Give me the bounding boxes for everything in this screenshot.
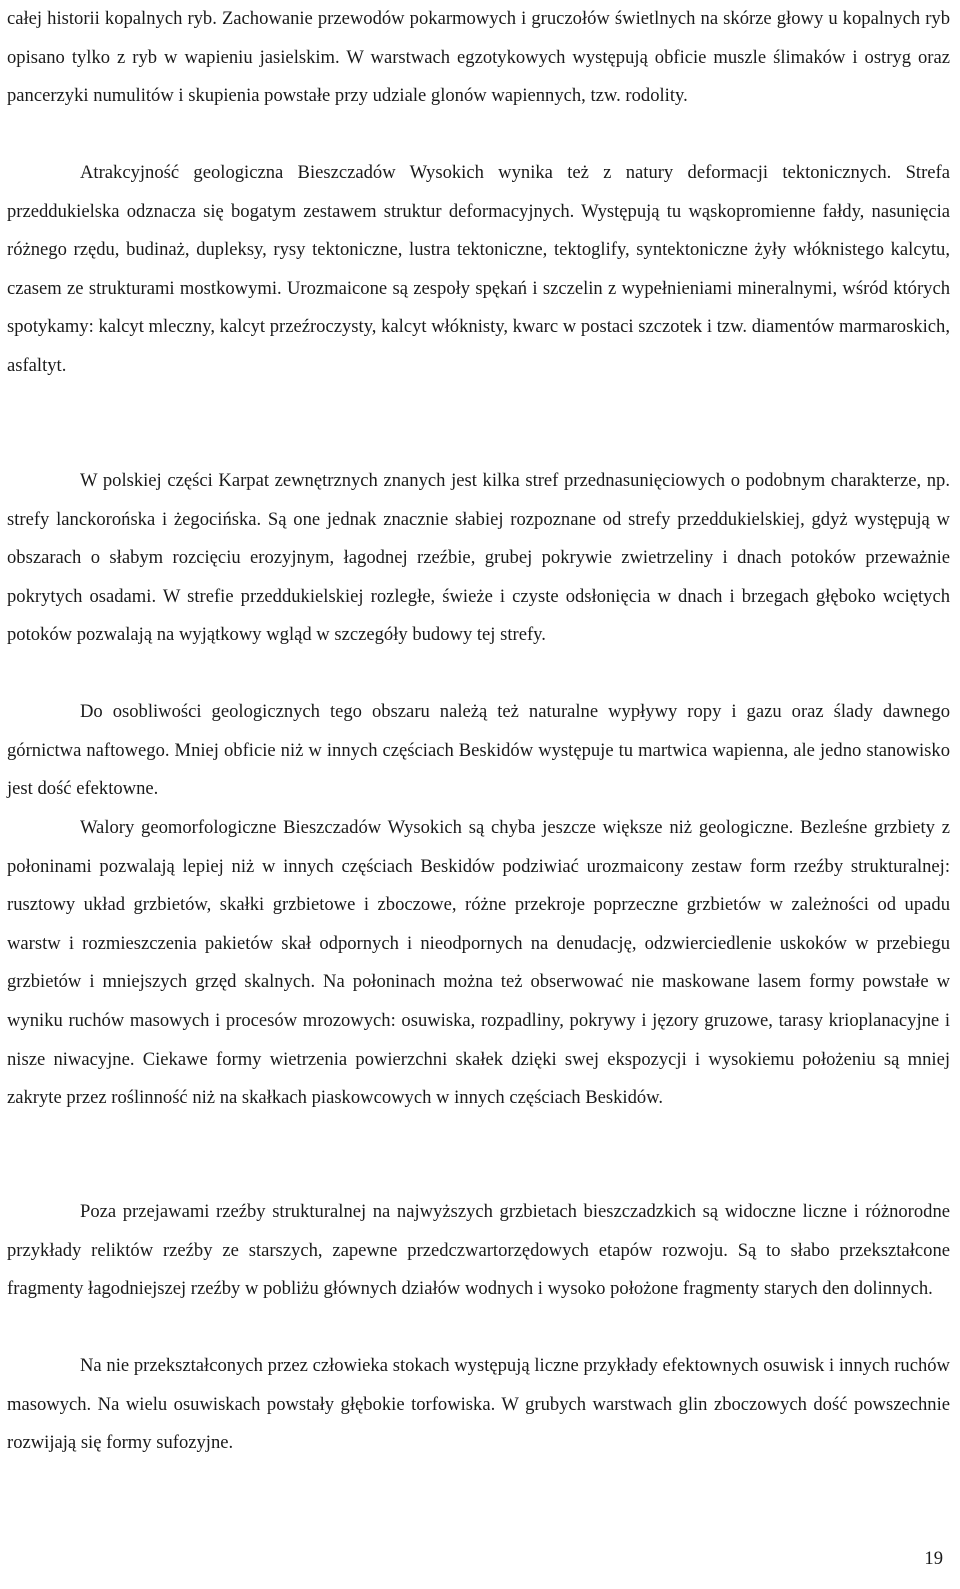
paragraph-4: Do osobliwości geologicznych tego obszaru należą też naturalne wypływy ropy i gazu oraz ślady dawnego górnictwa naftowego. Mniej obficie niż w innych częściach Beskidów występuje tu martwica wapienna, ale jedno stanowisko jest dość efektowne. — [7, 701, 950, 800]
page-number: 19 — [924, 1548, 943, 1569]
paragraph-2: Atrakcyjność geologiczna Bieszczadów Wysokich wynika też z natury deformacji tektonicznych. Strefa przeddukielska odznacza się bogatym zestawem struktur deformacyjnych. Występują tu wąskopromienne fałdy, nasunięcia różnego rzędu, budinaż, dupleksy, rysy tektoniczne, lustra tektoniczne, tektoglify, syntektoniczne żyły włóknistego kalcytu, czasem ze strukturami mostkowymi. Urozmaicone są zespoły spękań i szczelin z wypełnieniami mineralnymi, wśród których spotykamy: kalcyt mleczny, kalcyt przeźroczysty, kalcyt włóknisty, kwarc w postaci szczotek i tzw. diamentów marmaroskich, asfaltyt. — [7, 162, 950, 376]
paragraph-1-continued: całej historii kopalnych ryb. Zachowanie przewodów pokarmowych i gruczołów świetlnych na skórze głowy u kopalnych ryb opisano tylko z ryb w wapieniu jasielskim. W warstwach egzotykowych występują obficie muszle ślimaków i ostryg oraz pancerzyki numulitów i skupienia powstałe przy udziale glonów wapiennych, tzw. rodolity. — [7, 8, 950, 107]
paragraph-6: Poza przejawami rzeźby strukturalnej na najwyższych grzbietach bieszczadzkich są widoczne liczne i różnorodne przykłady reliktów rzeźby ze starszych, zapewne przedczwartorzędowych etapów rozwoju. Są to słabo przekształcone fragmenty łagodniejszej rzeźby w pobliżu głównych działów wodnych i wysoko położone fragmenty starych den dolinnych. — [7, 1201, 950, 1300]
paragraph-3: W polskiej części Karpat zewnętrznych znanych jest kilka stref przednasunięciowych o podobnym charakterze, np. strefy lanckorońska i żegocińska. Są one jednak znacznie słabiej rozpoznane od strefy przeddukielskiej, gdyż występują w obszarach o słabym rozcięciu erozyjnym, łagodnej rzeźbie, grubej pokrywie zwietrzeliny i dnach potoków przeważnie pokrytych osadami. W strefie przeddukielskiej rozległe, świeże i czyste odsłonięcia w dnach i brzegach głęboko wciętych potoków pozwalają na wyjątkowy wgląd w szczegóły budowy tej strefy. — [7, 470, 950, 646]
paragraph-5: Walory geomorfologiczne Bieszczadów Wysokich są chyba jeszcze większe niż geologiczne. Bezleśne grzbiety z połoninami pozwalają lepiej niż w innych częściach Beskidów podziwiać urozmaicony zestaw form rzeźby strukturalnej: rusztowy układ grzbietów, skałki grzbietowe i zboczowe, różne przekroje poprzeczne grzbietów w zależności od upadu warstw i rozmieszczenia pakietów skał odpornych i nieodpornych na denudację, odzwierciedlenie uskoków w przebiegu grzbietów i mniejszych grzęd skalnych. Na połoninach można też obserwować nie maskowane lasem formy powstałe w wyniku ruchów masowych i procesów mrozowych: osuwiska, rozpadliny, pokrywy i jęzory gruzowe, tarasy krioplanacyjne i nisze niwacyjne. Ciekawe formy wietrzenia powierzchni skałek dzięki swej ekspozycji i wysokiemu położeniu są mniej zakryte przez roślinność niż na skałkach piaskowcowych w innych częściach Beskidów. — [7, 817, 950, 1109]
paragraph-7: Na nie przekształconych przez człowieka stokach występują liczne przykłady efektownych osuwisk i innych ruchów masowych. Na wielu osuwiskach powstały głębokie torfowiska. W grubych warstwach glin zboczowych dość powszechnie rozwijają się formy sufozyjne. — [7, 1355, 950, 1454]
